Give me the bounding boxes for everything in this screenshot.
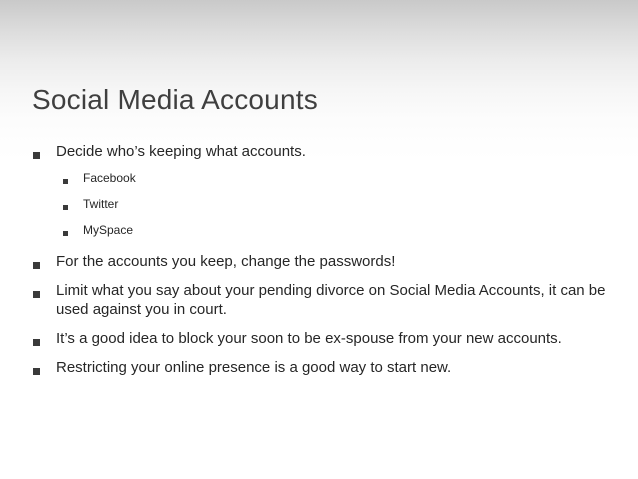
bullet-item <box>32 142 612 238</box>
slide-title: Social Media Accounts <box>32 84 318 115</box>
bullet-text: It’s a good idea to block your soon to be ex-spouse from your new accounts. <box>56 330 562 347</box>
sub-bullet-text: Facebook <box>83 171 136 185</box>
bullet-item <box>32 358 612 377</box>
sub-bullet-item <box>32 171 612 186</box>
bullet-item <box>32 329 612 348</box>
bullet-text: For the accounts you keep, change the passwords! <box>56 253 396 270</box>
bullet-text: Decide who’s keeping what accounts. <box>56 143 306 160</box>
square-bullet-icon <box>63 201 68 216</box>
square-bullet-icon <box>33 363 40 382</box>
square-bullet-icon <box>63 227 68 242</box>
square-bullet-icon <box>33 286 40 305</box>
square-bullet-icon <box>33 334 40 353</box>
sub-bullet-item <box>32 223 612 238</box>
bullet-text: Restricting your online presence is a good way to start new. <box>56 359 452 376</box>
sub-bullet-text: Twitter <box>83 197 119 211</box>
sub-bullet-text: MySpace <box>83 223 134 237</box>
bullet-item <box>32 281 612 319</box>
square-bullet-icon <box>63 175 68 190</box>
bullet-text: Limit what you say about your pending divorce on Social Media Accounts, it can be used against you in court. <box>56 282 606 318</box>
bullet-list <box>32 142 612 387</box>
square-bullet-icon <box>33 257 40 276</box>
sub-bullet-item <box>32 197 612 212</box>
sub-bullet-list <box>32 171 612 238</box>
bullet-item <box>32 252 612 271</box>
square-bullet-icon <box>33 147 40 166</box>
